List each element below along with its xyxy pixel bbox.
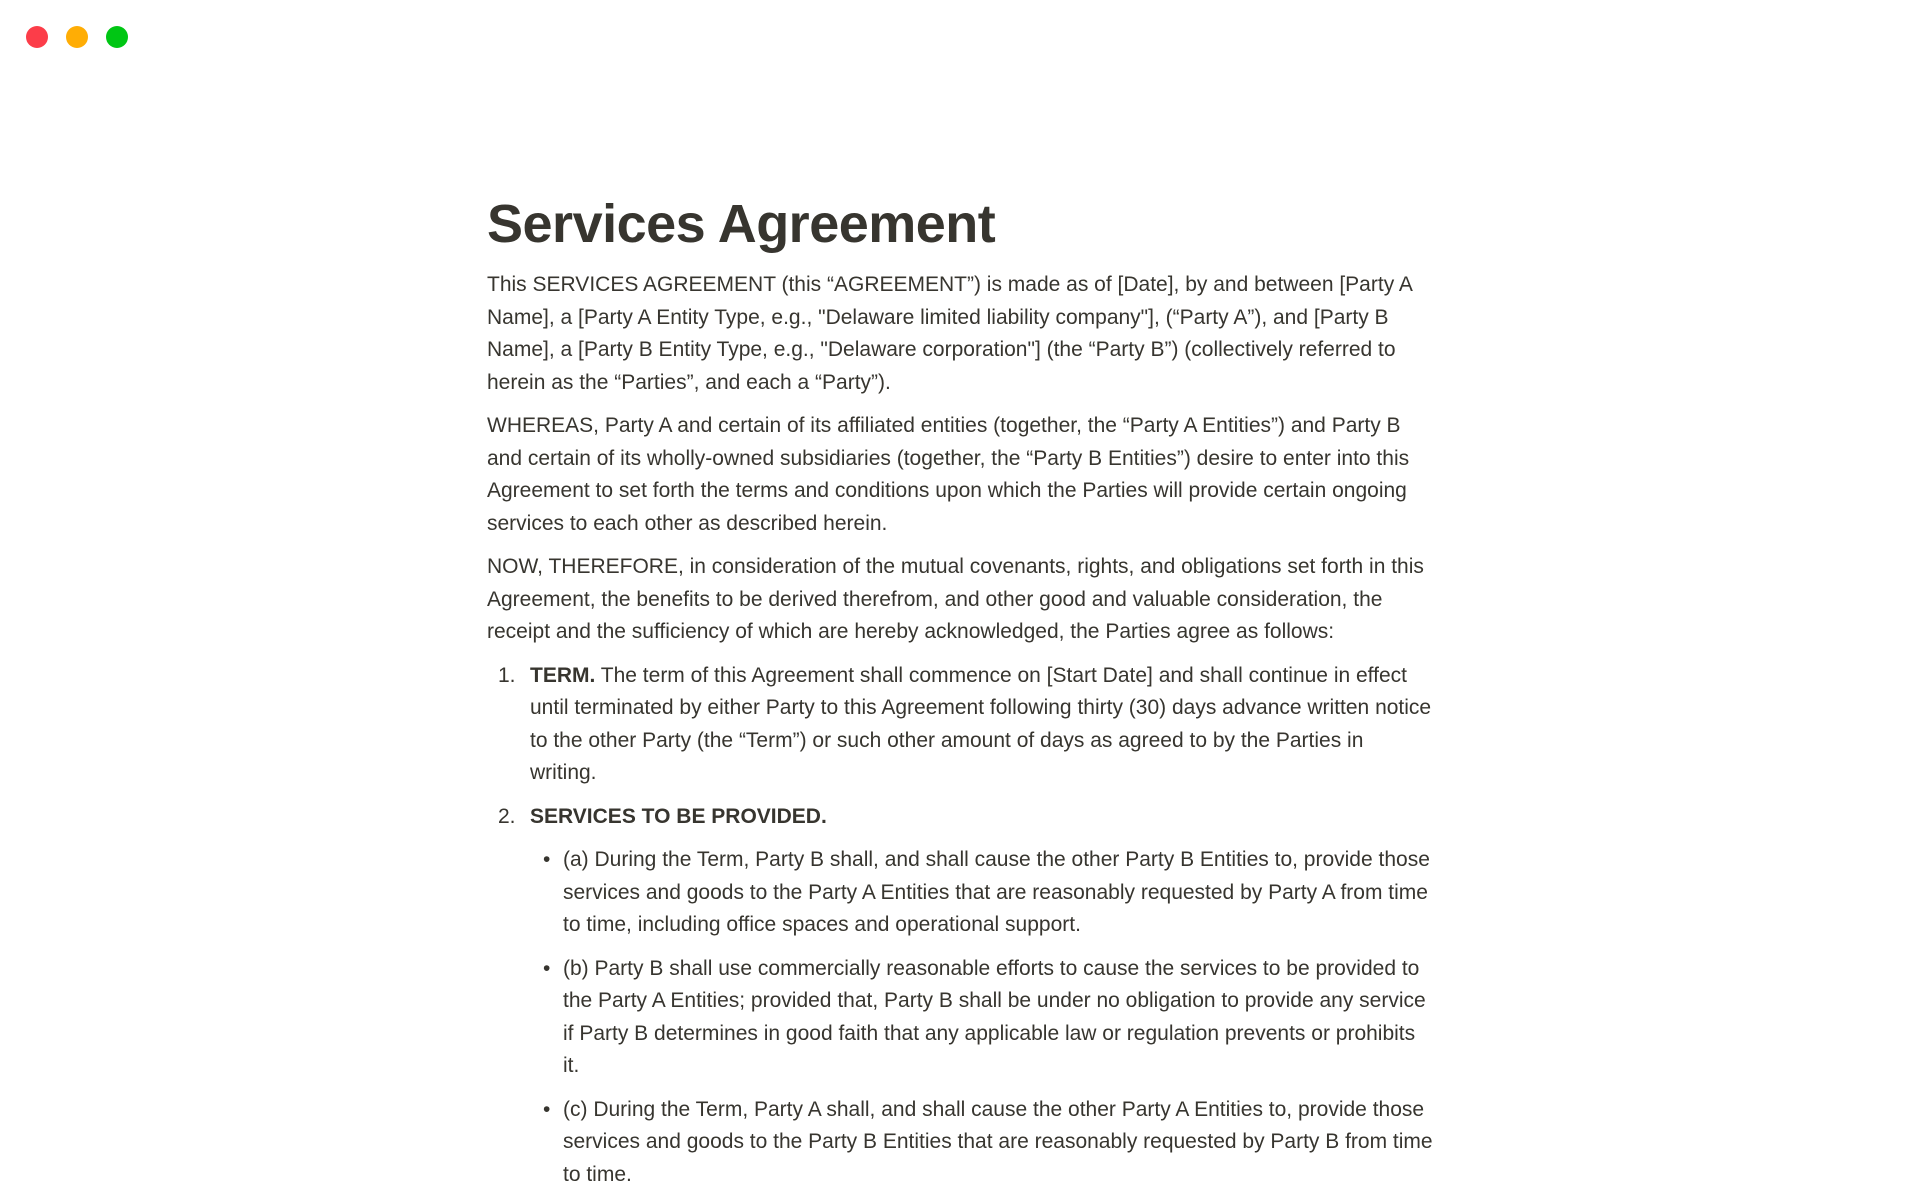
bullet-text: (a) During the Term, Party B shall, and shall cause the other Party B Entities to, provide those services and goods to the Party A Entities that are reasonably requested by Party A from time to time, including office spaces and operational support. <box>563 848 1430 936</box>
numbered-item-services <box>487 801 1433 834</box>
bullet-icon: • <box>543 1097 551 1121</box>
bullet-text: (b) Party B shall use commercially reasonable efforts to cause the services to be provided to the Party A Entities; provided that, Party B shall be under no obligation to provide any service if Party B determines in good faith that any applicable law or regulation prevents or prohibits it. <box>563 956 1426 1077</box>
list-number: 1. <box>498 663 516 687</box>
list-number: 2. <box>498 804 516 828</box>
window-controls <box>26 26 128 48</box>
zoom-button[interactable] <box>106 26 128 48</box>
list-item-body-text: The term of this Agreement shall commence on [Start Date] and shall continue in effect until terminated by either Party to this Agreement following thirty (30) days advance written notice to the other Party (the “Term”) or such other amount of days as agreed to by the Parties in writing. <box>530 663 1432 784</box>
bullet-item-a <box>487 844 1433 942</box>
minimize-button[interactable] <box>66 26 88 48</box>
list-item-heading: SERVICES TO BE PROVIDED. <box>530 804 827 828</box>
bullet-item-c <box>487 1094 1433 1192</box>
numbered-item-term <box>487 660 1433 790</box>
paragraph-whereas: WHEREAS, Party A and certain of its affiliated entities (together, the “Party A Entities”) and Party B and certain of its wholly-owned subsidiaries (together, the “Party B Entities”) desire to enter into this Agreement to set forth the terms and conditions upon which the Parties will provide certain ongoing services to each other as described herein. <box>487 414 1410 535</box>
bullet-icon: • <box>543 956 551 980</box>
bullet-icon: • <box>543 848 551 871</box>
bullet-text: (c) During the Term, Party A shall, and shall cause the other Party A Entities to, provide those services and goods to the Party B Entities that are reasonably requested by Party B from time to time. <box>563 1097 1433 1186</box>
paragraph-now-therefore: NOW, THEREFORE, in consideration of the mutual covenants, rights, and obligations set forth in this Agreement, the benefits to be derived therefrom, and other good and valuable consideration, the receipt and the sufficiency of which are hereby acknowledged, the Parties agree as follows: <box>487 555 1424 643</box>
page-title: Services Agreement <box>487 194 996 254</box>
bullet-item-b <box>487 953 1433 1083</box>
list-item-text <box>530 801 1433 834</box>
document-page <box>487 0 1433 1191</box>
close-button[interactable] <box>26 26 48 48</box>
list-item-heading: TERM. <box>530 663 596 687</box>
paragraph-preamble: This SERVICES AGREEMENT (this “AGREEMENT”) is made as of [Date], by and between [Party A Name], a [Party A Entity Type, e.g., "Delaware limited liability company"], (“Party A”), and [Party B Name], a [Party B Entity Type, e.g., "Delaware corporation"] (the “Party B”) (collectively referred to herein as the “Parties”, and each a “Party”). <box>487 273 1412 394</box>
list-item-text <box>530 660 1433 790</box>
